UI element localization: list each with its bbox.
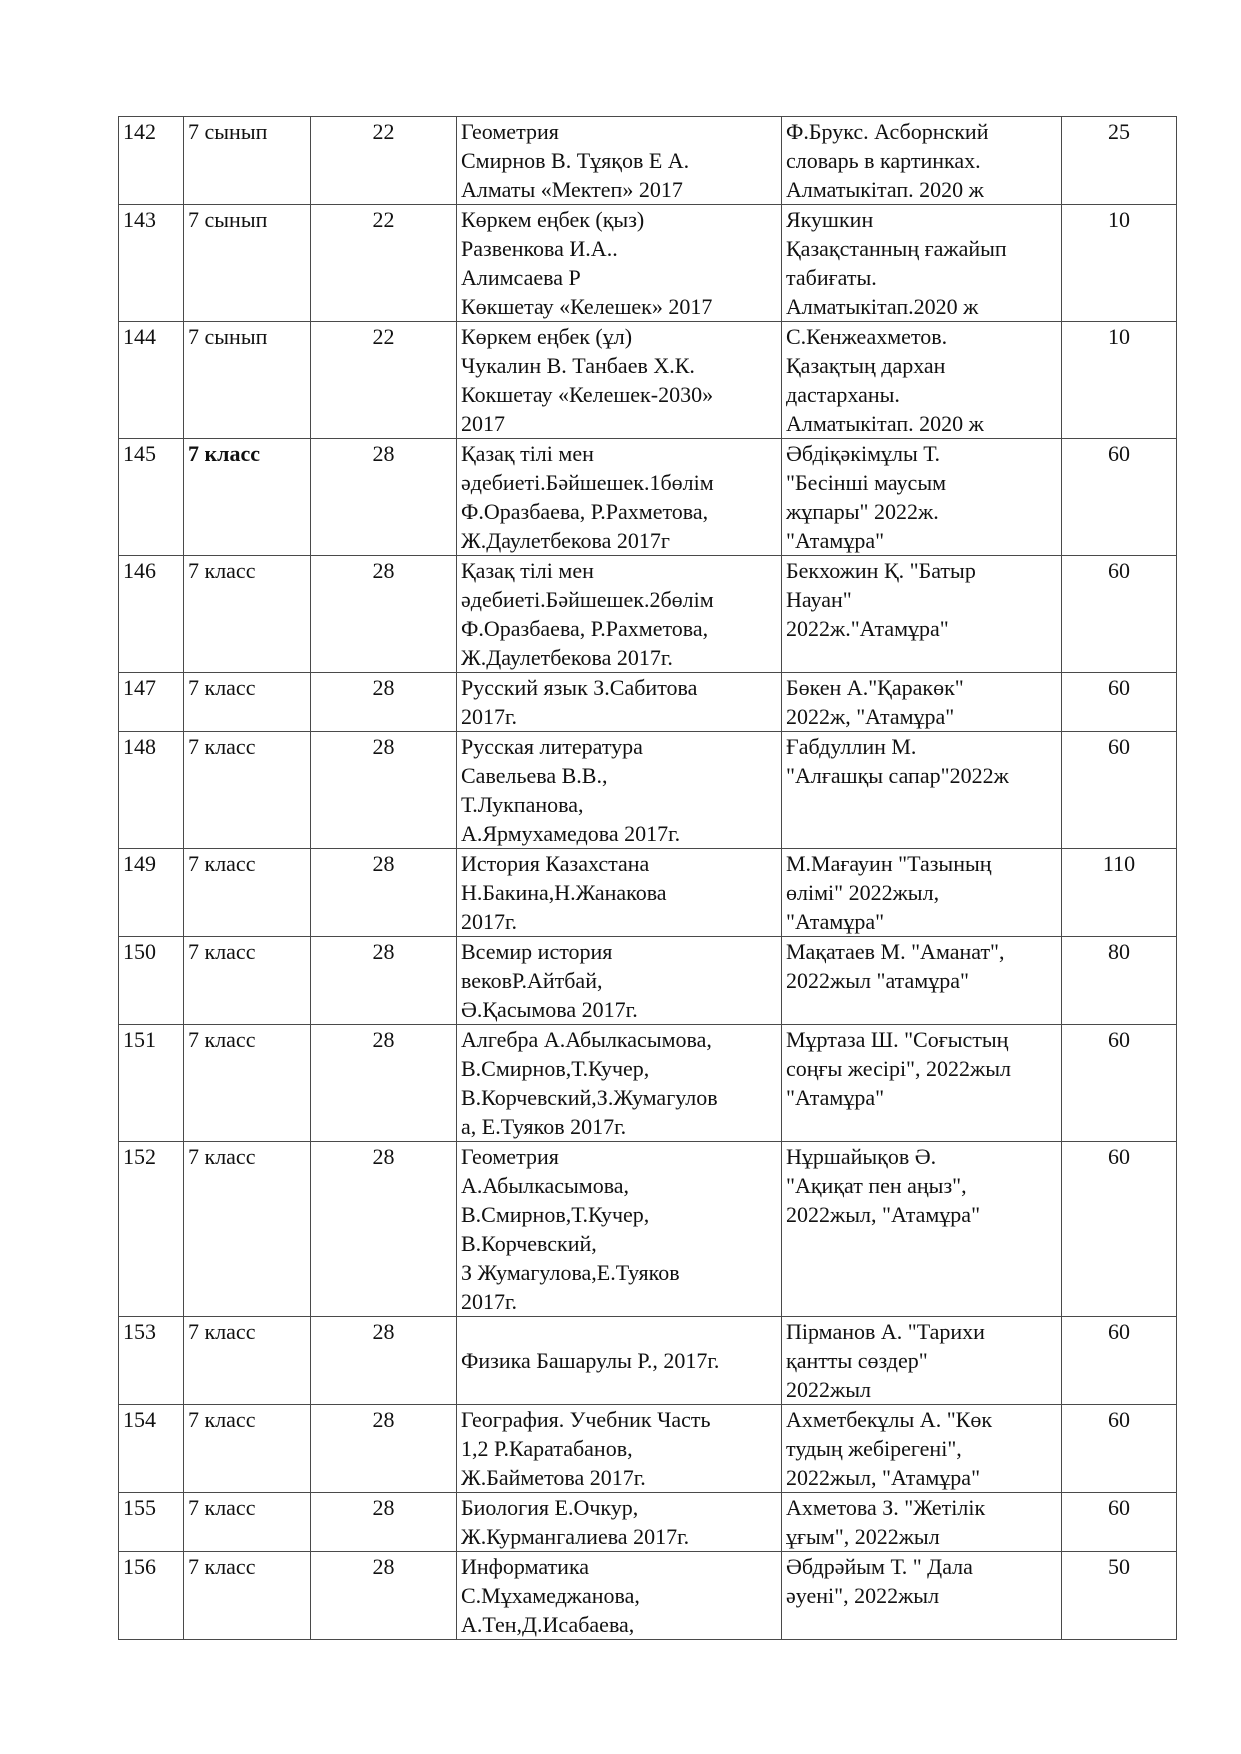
quantity-cell: 60: [1062, 732, 1177, 849]
literature-line: словарь в картинках.: [786, 148, 981, 173]
literature-cell: [782, 1493, 1062, 1552]
textbook-line: Чукалин В. Танбаев Х.К.: [461, 353, 695, 378]
literature-cell: [782, 322, 1062, 439]
row-number-cell: 155: [119, 1493, 184, 1552]
table-row: [119, 673, 1177, 732]
quantity-cell: 25: [1062, 117, 1177, 205]
textbook-line: А.Тен,Д.Исабаева,: [461, 1612, 635, 1637]
literature-line: Нұршайықов Ә.: [786, 1144, 937, 1169]
literature-line: "Бесінші маусым: [786, 470, 947, 495]
student-count-cell: 28: [311, 1317, 457, 1405]
literature-line: 2022ж, "Атамұра": [786, 704, 955, 729]
quantity-cell: 60: [1062, 1317, 1177, 1405]
student-count-cell: 28: [311, 556, 457, 673]
literature-line: өлімі" 2022жыл,: [786, 880, 940, 905]
table-row: [119, 1552, 1177, 1640]
quantity-cell: 60: [1062, 1493, 1177, 1552]
literature-cell: [782, 1405, 1062, 1493]
row-number-cell: 156: [119, 1552, 184, 1640]
row-number-cell: 149: [119, 849, 184, 937]
textbook-line: Геометрия: [461, 1144, 559, 1169]
textbook-cell: [457, 1552, 782, 1640]
student-count-cell: 28: [311, 673, 457, 732]
textbook-line: З Жумагулова,Е.Туяков: [461, 1260, 680, 1285]
textbook-line: В.Корчевский,З.Жумагулов: [461, 1085, 718, 1110]
literature-line: ұғым", 2022жыл: [786, 1524, 940, 1549]
row-number-cell: 150: [119, 937, 184, 1025]
quantity-cell: 60: [1062, 556, 1177, 673]
quantity-cell: 60: [1062, 439, 1177, 556]
class-cell: 7 класс: [184, 937, 311, 1025]
textbook-cell: [457, 205, 782, 322]
table-row: [119, 556, 1177, 673]
row-number-cell: 151: [119, 1025, 184, 1142]
literature-line: қантты сөздер": [786, 1348, 928, 1373]
student-count-cell: 22: [311, 117, 457, 205]
literature-line: Алматыкітап.2020 ж: [786, 294, 979, 319]
quantity-cell: 10: [1062, 322, 1177, 439]
student-count-cell: 22: [311, 205, 457, 322]
textbook-line: История Казахстана: [461, 851, 650, 876]
student-count-cell: 28: [311, 439, 457, 556]
literature-cell: [782, 1142, 1062, 1317]
textbook-cell: [457, 673, 782, 732]
literature-line: С.Кенжеахметов.: [786, 324, 948, 349]
row-number-cell: 147: [119, 673, 184, 732]
books-table: [118, 116, 1177, 1640]
textbook-line: 2017г.: [461, 704, 518, 729]
class-cell: 7 класс: [184, 439, 311, 556]
student-count-cell: 28: [311, 1142, 457, 1317]
textbook-line: Всемир история: [461, 939, 613, 964]
textbook-line: Биология Е.Очкур,: [461, 1495, 639, 1520]
class-cell: 7 класс: [184, 1552, 311, 1640]
quantity-cell: 60: [1062, 1405, 1177, 1493]
textbook-line: 2017г.: [461, 1289, 518, 1314]
textbook-line: Физика Башарулы Р., 2017г.: [461, 1348, 720, 1373]
literature-line: Якушкин: [786, 207, 874, 232]
textbook-cell: [457, 556, 782, 673]
textbook-cell: [457, 1142, 782, 1317]
quantity-cell: 80: [1062, 937, 1177, 1025]
textbook-line: Алгебра А.Абылкасымова,: [461, 1027, 712, 1052]
textbook-line: әдебиеті.Бәйшешек.2бөлім: [461, 587, 714, 612]
textbook-line: а, Е.Туяков 2017г.: [461, 1114, 627, 1139]
literature-line: табиғаты.: [786, 265, 877, 290]
literature-line: Пірманов А. "Тарихи: [786, 1319, 985, 1344]
literature-cell: [782, 117, 1062, 205]
textbook-line: Н.Бакина,Н.Жанакова: [461, 880, 667, 905]
textbook-line: Ж.Даулетбекова 2017г: [461, 528, 670, 553]
textbook-line: Т.Лукпанова,: [461, 792, 584, 817]
textbook-line: Қазақ тілі мен: [461, 441, 594, 466]
literature-line: 2022жыл, "Атамұра": [786, 1202, 981, 1227]
class-cell: 7 класс: [184, 673, 311, 732]
textbook-cell: [457, 1493, 782, 1552]
literature-line: Бөкен А."Қаракөк": [786, 675, 964, 700]
textbook-line: вековР.Айтбай,: [461, 968, 603, 993]
textbook-cell: [457, 1317, 782, 1405]
textbook-cell: [457, 322, 782, 439]
row-number-cell: 143: [119, 205, 184, 322]
textbook-line: Савельева В.В.,: [461, 763, 608, 788]
textbook-line: Смирнов В. Тұяқов Е А.: [461, 148, 690, 173]
class-cell: 7 класс: [184, 732, 311, 849]
literature-line: Ф.Брукс. Асборнский: [786, 119, 989, 144]
literature-line: тудың жебірегені",: [786, 1436, 962, 1461]
table-row: [119, 1142, 1177, 1317]
literature-cell: [782, 1552, 1062, 1640]
literature-line: Ахметова З. "Жетілік: [786, 1495, 986, 1520]
literature-line: Бекхожин Қ. "Батыр: [786, 558, 976, 583]
literature-line: "Атамұра": [786, 1085, 885, 1110]
literature-line: соңғы жесірі", 2022жыл: [786, 1056, 1011, 1081]
textbook-line: Ж.Байметова 2017г.: [461, 1465, 646, 1490]
literature-line: Қазақстанның ғажайып: [786, 236, 1007, 261]
row-number-cell: 146: [119, 556, 184, 673]
class-cell: 7 класс: [184, 1405, 311, 1493]
literature-line: әуені", 2022жыл: [786, 1583, 940, 1608]
table-row: [119, 732, 1177, 849]
literature-line: М.Мағауин "Тазының: [786, 851, 992, 876]
textbook-line: С.Мұхамеджанова,: [461, 1583, 640, 1608]
student-count-cell: 28: [311, 1552, 457, 1640]
literature-line: Алматыкітап. 2020 ж: [786, 177, 984, 202]
textbook-line: Көркем еңбек (ұл): [461, 324, 633, 349]
literature-line: 2022ж."Атамұра": [786, 616, 949, 641]
quantity-cell: 60: [1062, 1025, 1177, 1142]
student-count-cell: 28: [311, 732, 457, 849]
student-count-cell: 28: [311, 1493, 457, 1552]
literature-cell: [782, 556, 1062, 673]
literature-line: Әбдрәйым Т. " Дала: [786, 1554, 973, 1579]
table-row: [119, 1025, 1177, 1142]
textbook-line: әдебиеті.Бәйшешек.1бөлім: [461, 470, 714, 495]
literature-line: Науан": [786, 587, 852, 612]
literature-line: дастарханы.: [786, 382, 900, 407]
textbook-line: А.Абылкасымова,: [461, 1173, 630, 1198]
row-number-cell: 152: [119, 1142, 184, 1317]
textbook-line: Алматы «Мектеп» 2017: [461, 177, 683, 202]
quantity-cell: 60: [1062, 673, 1177, 732]
textbook-cell: [457, 1025, 782, 1142]
literature-line: "Атамұра": [786, 528, 885, 553]
textbook-line: Кокшетау «Келешек-2030»: [461, 382, 714, 407]
row-number-cell: 142: [119, 117, 184, 205]
class-cell: 7 класс: [184, 1025, 311, 1142]
textbook-line: Развенкова И.А..: [461, 236, 618, 261]
table-row: [119, 439, 1177, 556]
quantity-cell: 50: [1062, 1552, 1177, 1640]
literature-line: 2022жыл: [786, 1377, 871, 1402]
textbook-line: Русский язык З.Сабитова: [461, 675, 698, 700]
textbook-line: 1,2 Р.Каратабанов,: [461, 1436, 633, 1461]
literature-cell: [782, 1317, 1062, 1405]
textbook-cell: [457, 849, 782, 937]
class-cell: 7 класс: [184, 849, 311, 937]
literature-line: Ахметбекұлы А. "Көк: [786, 1407, 993, 1432]
textbook-line: В.Корчевский,: [461, 1231, 597, 1256]
row-number-cell: 144: [119, 322, 184, 439]
literature-line: Алматыкітап. 2020 ж: [786, 411, 984, 436]
student-count-cell: 28: [311, 1025, 457, 1142]
textbook-line: 2017г.: [461, 909, 518, 934]
table-row: [119, 1493, 1177, 1552]
literature-line: Ғабдуллин М.: [786, 734, 917, 759]
textbook-line: Көркем еңбек (қыз): [461, 207, 645, 232]
textbook-cell: [457, 439, 782, 556]
class-cell: 7 сынып: [184, 322, 311, 439]
textbook-line: Информатика: [461, 1554, 590, 1579]
table-row: [119, 1405, 1177, 1493]
textbook-cell: [457, 117, 782, 205]
literature-line: "Алғашқы сапар"2022ж: [786, 763, 1009, 788]
textbook-line: Ж.Даулетбекова 2017г.: [461, 645, 673, 670]
textbook-cell: [457, 937, 782, 1025]
literature-line: 2022жыл "атамұра": [786, 968, 969, 993]
textbook-line: Алимсаева Р: [461, 265, 581, 290]
textbook-line: 2017: [461, 411, 505, 436]
table-row: [119, 205, 1177, 322]
row-number-cell: 153: [119, 1317, 184, 1405]
literature-line: Мұртаза Ш. "Соғыстың: [786, 1027, 1009, 1052]
textbook-line: Ф.Оразбаева, Р.Рахметова,: [461, 499, 709, 524]
textbook-line: Русская литература: [461, 734, 643, 759]
textbook-line: Ж.Курмангалиева 2017г.: [461, 1524, 690, 1549]
table-row: [119, 849, 1177, 937]
table-row: [119, 1317, 1177, 1405]
textbook-line: Көкшетау «Келешек» 2017: [461, 294, 713, 319]
quantity-cell: 110: [1062, 849, 1177, 937]
class-cell: 7 класс: [184, 556, 311, 673]
table-row: [119, 117, 1177, 205]
class-cell: 7 сынып: [184, 117, 311, 205]
textbook-line: Қазақ тілі мен: [461, 558, 594, 583]
literature-cell: [782, 937, 1062, 1025]
student-count-cell: 28: [311, 937, 457, 1025]
row-number-cell: 145: [119, 439, 184, 556]
student-count-cell: 28: [311, 1405, 457, 1493]
table-row: [119, 322, 1177, 439]
textbook-line: Ф.Оразбаева, Р.Рахметова,: [461, 616, 709, 641]
class-cell: 7 класс: [184, 1317, 311, 1405]
literature-line: Мақатаев М. "Аманат",: [786, 939, 1005, 964]
class-cell: 7 класс: [184, 1493, 311, 1552]
literature-line: Қазақтың дархан: [786, 353, 946, 378]
literature-cell: [782, 849, 1062, 937]
textbook-cell: [457, 1405, 782, 1493]
literature-line: "Ақиқат пен аңыз",: [786, 1173, 967, 1198]
class-cell: 7 класс: [184, 1142, 311, 1317]
row-number-cell: 154: [119, 1405, 184, 1493]
table-row: [119, 937, 1177, 1025]
literature-line: 2022жыл, "Атамұра": [786, 1465, 981, 1490]
literature-cell: [782, 205, 1062, 322]
textbook-line: Ә.Қасымова 2017г.: [461, 997, 638, 1022]
literature-cell: [782, 1025, 1062, 1142]
literature-cell: [782, 732, 1062, 849]
literature-line: жұпары" 2022ж.: [786, 499, 939, 524]
textbook-cell: [457, 732, 782, 849]
literature-line: "Атамұра": [786, 909, 885, 934]
textbook-line: Геометрия: [461, 119, 559, 144]
textbook-line: В.Смирнов,Т.Кучер,: [461, 1202, 650, 1227]
student-count-cell: 28: [311, 849, 457, 937]
quantity-cell: 10: [1062, 205, 1177, 322]
literature-cell: [782, 673, 1062, 732]
class-cell: 7 сынып: [184, 205, 311, 322]
literature-line: Әбдіқәкімұлы Т.: [786, 441, 941, 466]
student-count-cell: 22: [311, 322, 457, 439]
row-number-cell: 148: [119, 732, 184, 849]
textbook-line: География. Учебник Часть: [461, 1407, 711, 1432]
books-table-body: [119, 117, 1177, 1640]
textbook-line: А.Ярмухамедова 2017г.: [461, 821, 681, 846]
quantity-cell: 60: [1062, 1142, 1177, 1317]
textbook-line: В.Смирнов,Т.Кучер,: [461, 1056, 650, 1081]
literature-cell: [782, 439, 1062, 556]
